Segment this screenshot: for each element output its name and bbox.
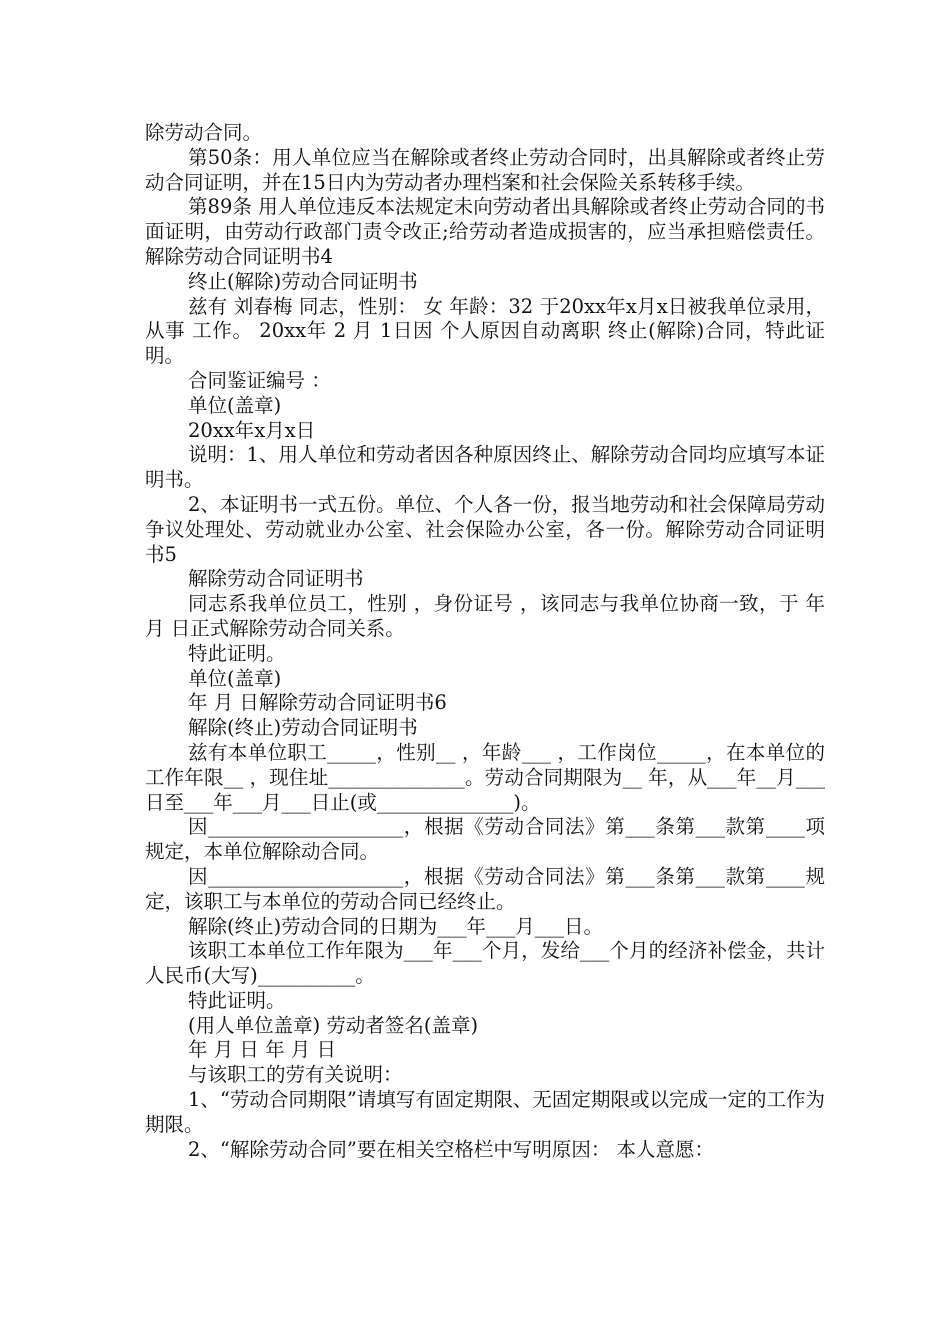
paragraph: 因____________________，根据《劳动合同法》第___条第___款第____规定，该职工与本单位的劳动合同已经终止。	[145, 864, 825, 913]
paragraph: 同志系我单位员工，性别 ，身份证号 ，该同志与我单位协商一致，于 年 月 日正式解除劳动合同关系。	[145, 592, 832, 640]
paragraph: 年 月 日 年 月 日	[188, 1038, 336, 1062]
paragraph: 单位(盖章)	[188, 393, 282, 417]
paragraph: 解除劳动合同证明书	[188, 567, 364, 591]
paragraph: 说明：1、用人单位和劳动者因各种原因终止、解除劳动合同均应填写本证明书。	[145, 443, 825, 492]
paragraph: 与该职工的劳有关说明：	[188, 1063, 403, 1087]
paragraph: 因____________________，根据《劳动合同法》第___条第___款第____项规定，本单位解除动合同。	[145, 815, 825, 864]
paragraph: 年 月 日解除劳动合同证明书6	[188, 691, 447, 715]
paragraph: 解除(终止)劳动合同的日期为___年___月___日。	[188, 914, 603, 938]
paragraph: 解除(终止)劳动合同证明书	[188, 716, 418, 740]
paragraph: 合同鉴证编号 ：	[188, 368, 331, 392]
paragraph: 1、“劳动合同期限”请填写有固定期限、无固定期限或以完成一定的工作为期限。	[145, 1088, 825, 1136]
paragraph: 单位(盖章)	[188, 666, 282, 690]
paragraph: 该职工本单位工作年限为___年___个月，发给___个月的经济补偿金，共计人民币(大写)__________。	[145, 939, 825, 988]
document-body	[145, 121, 832, 1162]
paragraph: 2、“解除劳动合同”要在相关空格栏中写明原因： 本人意愿：	[188, 1137, 715, 1161]
paragraph: 2、本证明书一式五份。单位、个人各一份，报当地劳动和社会保障局劳动争议处理处、劳动就业办公室、社会保险办公室，各一份。解除劳动合同证明书5	[145, 492, 825, 566]
paragraph: (用人单位盖章) 劳动者签名(盖章)	[188, 1013, 479, 1037]
paragraph: 兹有 刘春梅 同志，性别： 女 年龄：32 于20xx年x月x日被我单位录用，从事 工作。 20xx年 2 月 1日因 个人原因自动离职 终止(解除)合同，特此证明。	[145, 294, 825, 368]
paragraph: 特此证明。	[188, 988, 286, 1012]
paragraph: 兹有本单位职工_____，性别__ ，年龄___ ，工作岗位_____，在本单位的工作年限__ ，现住址______________。劳动合同期限为__ 年，从___年__月___日至___年___月___日止(或______________)。	[145, 740, 825, 814]
paragraph: 除劳动合同。	[145, 121, 263, 144]
paragraph: 终止(解除)劳动合同证明书	[188, 269, 418, 293]
paragraph: 特此证明。	[188, 641, 286, 665]
paragraph: 20xx年x月x日	[188, 418, 316, 442]
paragraph: 第50条：用人单位应当在解除或者终止劳动合同时，出具解除或者终止劳动合同证明，并在15日内为劳动者办理档案和社会保险关系转移手续。	[145, 145, 825, 194]
paragraph: 第89条 用人单位违反本法规定未向劳动者出具解除或者终止劳动合同的书面证明，由劳动行政部门责令改正;给劳动者造成损害的，应当承担赔偿责任。解除劳动合同证明书4	[145, 195, 825, 268]
